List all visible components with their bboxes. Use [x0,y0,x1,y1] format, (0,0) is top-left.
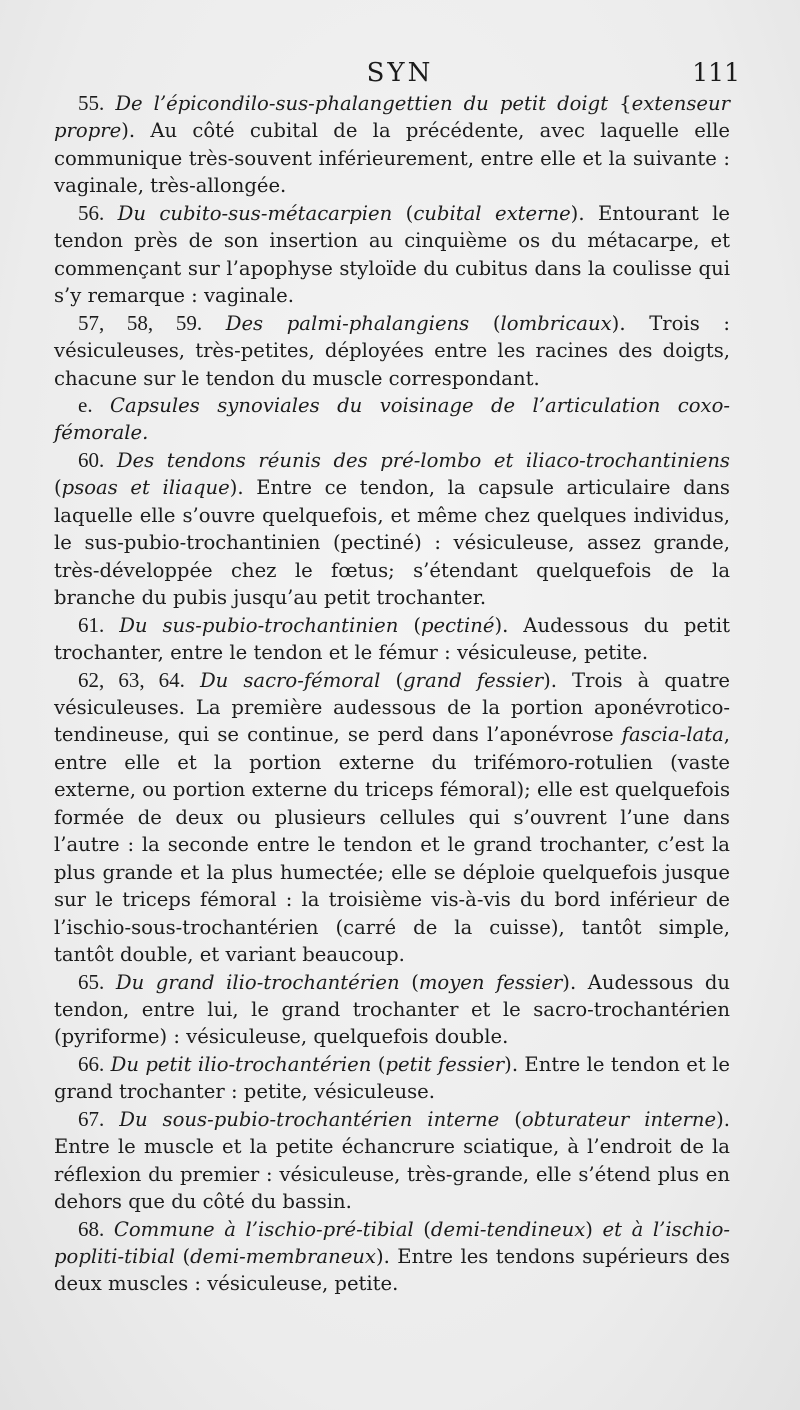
italic-term: Du sous-pubio-trochantérien interne [119,1107,500,1131]
text-run: ( [398,613,422,637]
paragraph [54,1106,730,1216]
text-run: , entre elle et la portion externe du trifémoro-rotulien (vaste externe, ou portion externe du triceps fémoral); elle est quelquefois formée de deux ou plusieurs cellules qui s’ouvrent l’une dans l’autre : la seconde entre le tendon et le grand trochanter, c’est la plus grande et la plus humectée; elle se déploie quelquefois jusque sur le triceps fémoral : la troisième vis-à-vis du bord inférieur de l’ischio-sous-trochantérien (carré de la cuisse), tantôt simple, tantôt double, et variant beaucoup. [54,723,730,967]
text-run: ) [585,1217,603,1241]
italic-term: extenseur propre [54,92,730,143]
body-text [54,90,730,1298]
text-run: ). Entre le tendon et le grand trochanter : petite, vésiculeuse. [54,1052,731,1104]
paragraph [54,310,730,392]
paragraph-number: 65. [78,969,105,994]
text-run: ). Trois à quatre vésiculeuses. La première audessous de la portion aponévrotico-tendineuse, qui se continue, se perd dans l’aponévrose [54,668,731,747]
italic-term: moyen fessier [418,970,563,994]
paragraph [54,969,730,1051]
paragraph [54,200,730,310]
text-run: ( [380,668,404,692]
text-run: ( [413,1217,431,1241]
text-run: ). Au côté cubital de la précédente, avec laquelle elle communique très-souvent inférieurement, entre elle et la suivante : vaginale, très-allongée. [54,119,730,198]
paragraph-number: 68. [78,1216,105,1241]
italic-term: Capsules synoviales du voisinage de l’articulation coxo-fémorale. [54,393,730,445]
paragraph [54,1216,730,1298]
text-run: ( [54,476,62,500]
text-run: ( [399,970,419,994]
italic-term: Du grand ilio-trochantérien [115,970,400,994]
text-run: ). Audessous du tendon, entre lui, le grand trochanter et le sacro-trochantérien (pyriforme) : vésiculeuse, quelquefois double. [54,970,731,1049]
paragraph-number: 62, 63, 64. [78,667,185,692]
text-run: ( [469,311,501,335]
running-title: SYN [366,58,434,88]
italic-term: cubital externe [413,201,571,225]
text-run: { [608,92,632,115]
paragraph-number: 60. [78,447,105,472]
italic-term: grand fessier [403,668,544,692]
text-run: ). Entre les tendons supérieurs des deux muscles : vésiculeuse, petite. [54,1245,730,1296]
paragraph-number: 66. [78,1051,105,1076]
italic-term: petit fessier [385,1052,505,1076]
italic-term: De l’épicondilo-sus-phalangettien du petit doigt [115,92,609,115]
italic-term: Commune à l’ischio-pré-tibial [113,1217,414,1241]
italic-term: et à l’ischio-popliti-tibial [54,1217,730,1269]
italic-term: demi-tendineux [430,1217,586,1241]
italic-term: Du petit ilio-trochantérien [110,1052,372,1076]
italic-term: obturateur interne [521,1107,717,1131]
page-number: 111 [692,58,740,87]
text-run: ( [392,201,414,225]
italic-term: Des tendons réunis des pré-lombo et iliaco-trochantiniens [116,448,730,472]
italic-term: Des palmi-phalangiens [225,311,470,335]
text-run: ). Entre le muscle et la petite échancrure sciatique, à l’endroit de la réflexion du premier : vésiculeuse, très-grande, elle s’étend plus en dehors que du côté du bassin. [54,1107,730,1214]
paragraph [54,1051,730,1106]
text-run: ( [499,1107,522,1131]
paragraph-number: 61. [78,612,105,637]
text-run: ). Trois : vésiculeuses, très-petites, déployées entre les racines des doigts, chacune sur le tendon du muscle correspondant. [54,311,730,390]
paragraph-number: 55. [78,91,105,115]
paragraph-number: 67. [78,1106,105,1131]
paragraph-number: 57, 58, 59. [78,310,203,335]
running-head [60,58,740,94]
text-run: ). Entre ce tendon, la capsule articulaire dans laquelle elle s’ouvre quelquefois, et même chez quelques individus, le sus-pubio-trochantinien (pectiné) : vésiculeuse, assez grande, très-développée chez le fœtus; s’étendant quelquefois de la branche du pubis jusqu’au petit trochanter. [54,476,730,610]
italic-term: pectiné [421,613,495,637]
text-run: ). Entourant le tendon près de son insertion au cinquième os du métacarpe, et commençant sur l’apophyse styloïde du cubitus dans la coulisse qui s’y remarque : vaginale. [54,201,730,308]
italic-term: lombricaux [500,311,612,335]
paragraph-number: 56. [78,200,105,225]
paragraph [54,90,730,200]
text-run: ( [371,1052,386,1076]
italic-term: Du sus-pubio-trochantinien [119,613,399,637]
paragraph [54,392,730,447]
italic-term: Du cubito-sus-métacarpien [117,201,393,225]
paragraph [54,612,730,667]
italic-term: Du sacro-fémoral [199,668,381,692]
paragraph-number: e. [78,392,93,417]
text-run: ). Audessous du petit trochanter, entre le tendon et le fémur : vésiculeuse, petite. [54,613,731,665]
paragraph [54,447,730,612]
italic-term: fascia-lata [621,723,724,747]
text-run: ( [175,1245,191,1269]
italic-term: demi-membraneux [190,1245,376,1269]
paragraph [54,667,730,969]
italic-term: psoas et iliaque [61,476,230,500]
